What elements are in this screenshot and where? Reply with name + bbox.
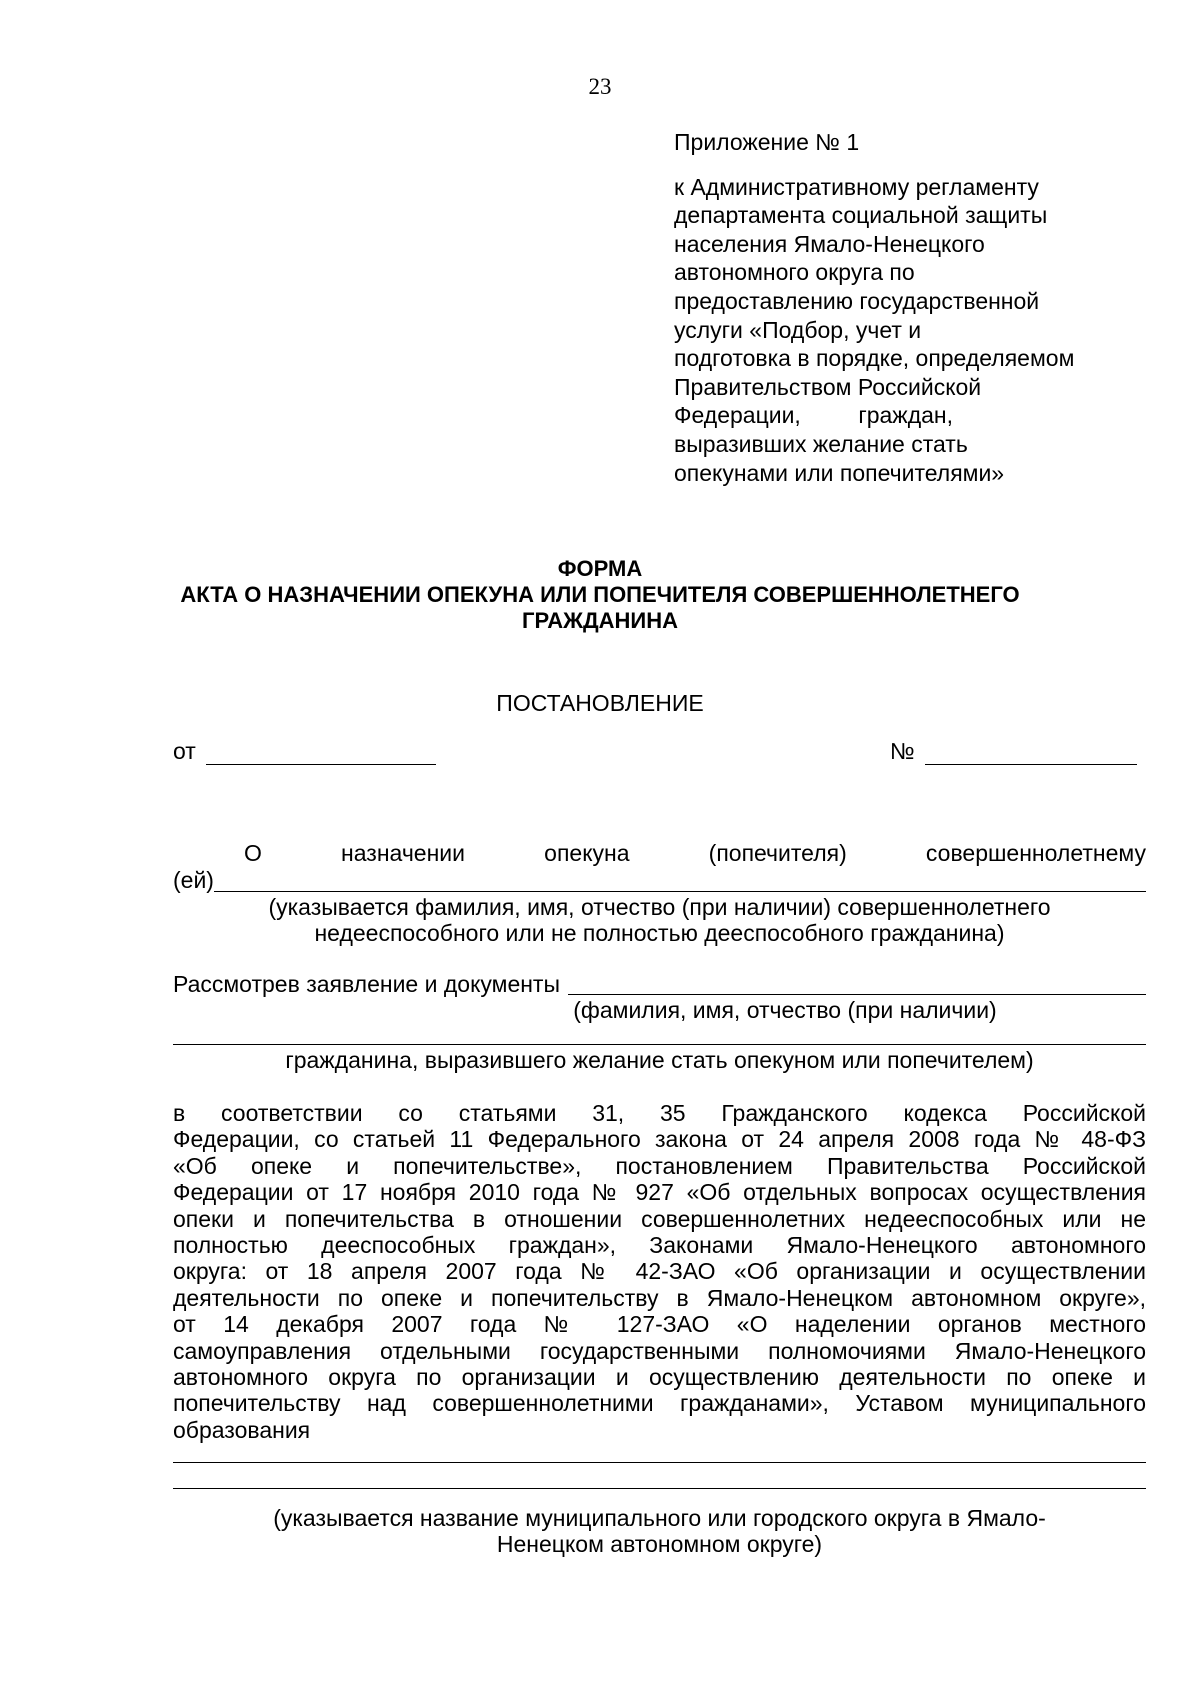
hint-line: (указывается фамилия, имя, отчество (при наличии) совершеннолетнего bbox=[268, 894, 1051, 920]
applicant-name-blank-field[interactable] bbox=[568, 970, 1146, 995]
body-line: попечительству над совершеннолетними гражданами», Уставом муниципального bbox=[173, 1390, 1146, 1417]
body-line: самоуправления отдельными государственными полномочиями Ямало-Ненецкого bbox=[173, 1337, 1146, 1364]
municipality-blank-line-1[interactable] bbox=[173, 1462, 1146, 1463]
appointment-word: О bbox=[244, 840, 262, 866]
appendix-line: предоставлению государственной bbox=[674, 287, 1040, 314]
from-label: от bbox=[173, 738, 196, 764]
number-blank-field[interactable] bbox=[925, 742, 1137, 765]
appointment-word: назначении bbox=[341, 840, 465, 866]
appointment-row bbox=[173, 840, 1146, 867]
body-line: образования bbox=[173, 1416, 311, 1443]
appointment-word: совершеннолетнему bbox=[925, 840, 1146, 866]
form-heading-line: ГРАЖДАНИНА bbox=[521, 608, 679, 633]
applicant-blank-line[interactable] bbox=[173, 1044, 1146, 1045]
appendix-line: услуги «Подбор, учет и bbox=[674, 316, 922, 343]
body-line: от 14 декабря 2007 года № 127-ЗАО «О наделении органов местного bbox=[173, 1311, 1146, 1338]
appointment-word: (попечителя) bbox=[708, 840, 847, 866]
date-blank-field[interactable] bbox=[206, 742, 436, 765]
form-heading bbox=[0, 556, 1200, 634]
body-line: Федерации, со статьей 11 Федерального закона от 24 апреля 2008 года № 48-ФЗ bbox=[173, 1126, 1146, 1153]
appendix-line: подготовка в порядке, определяемом bbox=[674, 345, 1075, 372]
reviewed-label: Рассмотрев заявление и документы bbox=[173, 971, 561, 997]
appendix-title: Приложение № 1 bbox=[674, 129, 860, 155]
appendix-line: Федерации, граждан, bbox=[674, 402, 953, 429]
hint-line: (указывается название муниципального или городского округа в Ямало- bbox=[273, 1505, 1046, 1531]
appendix-line: департамента социальной защиты bbox=[674, 202, 1048, 229]
municipality-hint bbox=[173, 1505, 1146, 1557]
hint-line: недееспособного или не полностью дееспособного гражданина) bbox=[314, 920, 1005, 946]
appointment-word: опекуна bbox=[544, 840, 630, 866]
appendix-line: автономного округа по bbox=[674, 259, 915, 286]
applicant-name-hint: (фамилия, имя, отчество (при наличии) bbox=[573, 997, 997, 1023]
hint-line: Ненецком автономном округе) bbox=[496, 1531, 823, 1557]
appointment-row bbox=[173, 867, 1146, 894]
reviewed-row bbox=[173, 970, 1146, 998]
appendix-line: к Административному регламенту bbox=[674, 173, 1039, 200]
municipality-blank-line-2[interactable] bbox=[173, 1488, 1146, 1489]
body-paragraph bbox=[173, 1100, 1146, 1443]
form-heading-line: АКТА О НАЗНАЧЕНИИ ОПЕКУНА ИЛИ ПОПЕЧИТЕЛЯ СОВЕРШЕННОЛЕТНЕГО bbox=[180, 582, 1020, 607]
body-line: Федерации от 17 ноября 2010 года № 927 «Об отдельных вопросах осуществления bbox=[173, 1179, 1146, 1206]
appendix-line: населения Ямало-Ненецкого bbox=[674, 230, 985, 257]
body-line: полностью дееспособных граждан», Законами Ямало-Ненецкого автономного bbox=[173, 1232, 1146, 1259]
appointment-suffix: (ей) bbox=[173, 867, 214, 893]
ward-name-hint bbox=[173, 894, 1146, 946]
appointment-title bbox=[173, 840, 1146, 894]
decree-title: ПОСТАНОВЛЕНИЕ bbox=[496, 690, 704, 716]
date-field-row bbox=[173, 738, 436, 765]
form-heading-line: ФОРМА bbox=[557, 556, 643, 581]
appendix-line: выразивших желание стать bbox=[674, 430, 968, 457]
appendix-line: Правительством Российской bbox=[674, 373, 982, 400]
body-line: округа: от 18 апреля 2007 года № 42-ЗАО «Об организации и осуществлении bbox=[173, 1258, 1146, 1285]
appendix-block bbox=[674, 128, 1144, 487]
body-line: деятельности по опеке и попечительству в Ямало-Ненецком автономном округе», bbox=[173, 1284, 1146, 1311]
page-number: 23 bbox=[588, 74, 612, 99]
body-line: в соответствии со статьями 31, 35 Гражданского кодекса Российской bbox=[173, 1100, 1146, 1126]
ward-name-blank-field[interactable] bbox=[214, 867, 1146, 892]
number-field-row bbox=[890, 738, 1137, 765]
body-line: автономного округа по организации и осуществлению деятельности по опеке и bbox=[173, 1364, 1146, 1391]
applicant-hint: гражданина, выразившего желание стать опекуном или попечителем) bbox=[285, 1047, 1034, 1073]
number-label: № bbox=[890, 738, 915, 764]
appendix-line: опекунами или попечителями» bbox=[674, 459, 1005, 486]
body-line: опеки и попечительства в отношении совершеннолетних недееспособных или не bbox=[173, 1205, 1146, 1232]
body-line: «Об опеке и попечительстве», постановлением Правительства Российской bbox=[173, 1152, 1146, 1179]
